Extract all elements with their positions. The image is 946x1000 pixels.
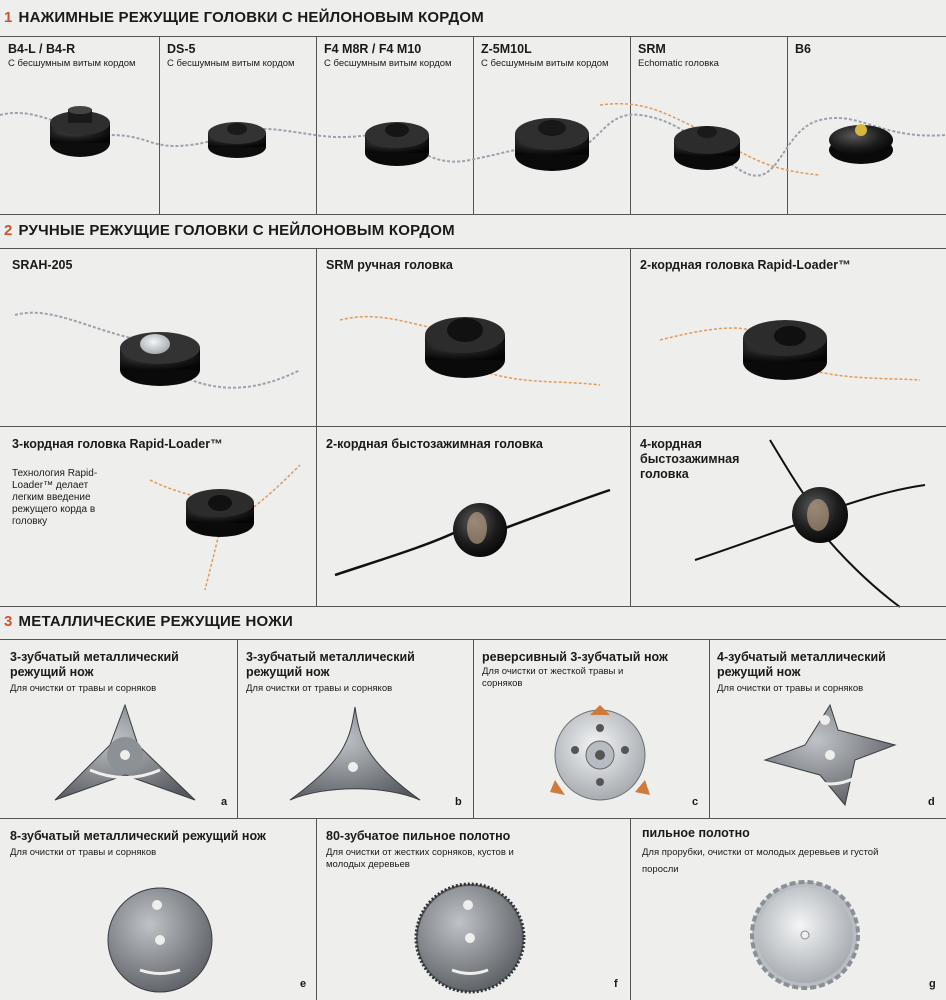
product-name: 3-зубчатый металлический режущий нож (246, 650, 415, 679)
section-number: 3 (4, 613, 13, 630)
divider (630, 248, 631, 606)
product-desc: Для очистки от травы и сорняков (10, 847, 157, 858)
product-desc: Технология Rapid-Loader™ делает легким введение режущего корда в головку (12, 468, 98, 527)
product-desc: Для очистки от травы и сорняков (717, 683, 864, 694)
product-desc: Для очистки от жестких сорняков, кустов и молодых деревьев (326, 847, 514, 870)
z5-head-image (512, 110, 592, 175)
product-desc: С бесшумным витым кордом (8, 58, 136, 69)
blade-letter: a (221, 796, 228, 808)
product-name: DS-5 (167, 42, 196, 56)
blade-letter: g (929, 978, 936, 990)
divider (473, 639, 474, 818)
blade-letter: f (614, 978, 618, 990)
blade-8-tooth-e-image (95, 885, 225, 995)
divider (316, 818, 317, 1000)
blade-letter: c (692, 796, 699, 808)
blade-letter: e (300, 978, 307, 990)
product-name: SRAH-205 (12, 258, 73, 272)
section-title: НАЖИМНЫЕ РЕЖУЩИЕ ГОЛОВКИ С НЕЙЛОНОВЫМ КОРДОМ (18, 9, 484, 26)
blade-letter: d (928, 796, 935, 808)
trimmer-line-illustration (0, 90, 946, 200)
ds5-head-image (205, 115, 270, 160)
section-number: 1 (4, 9, 13, 26)
divider (630, 818, 631, 1000)
product-name: пильное полотно (642, 826, 750, 840)
product-desc: Для очистки от травы и сорняков (10, 683, 157, 694)
product-desc: Для прорубки, очистки от молодых деревьев и густой поросли (642, 847, 879, 875)
product-desc: Для очистки от жесткой травы и сорняков (482, 666, 624, 689)
product-name: F4 M8R / F4 M10 (324, 42, 422, 56)
divider (0, 426, 946, 427)
divider (0, 248, 946, 249)
section-2-header (0, 215, 946, 247)
blade-80-tooth-f-image (410, 880, 530, 995)
blade-3-tooth-a-image (50, 700, 200, 810)
divider (0, 818, 946, 819)
product-name: 80-зубчатое пильное полотно (326, 829, 511, 843)
product-desc: С бесшумным витым кордом (324, 58, 452, 69)
srm-manual-head-image (330, 290, 620, 400)
srah205-head-image (10, 300, 310, 410)
rapid-loader-2-head-image (650, 300, 930, 400)
f4-head-image (362, 115, 432, 170)
section-3-header (0, 606, 946, 638)
blade-reversible-c-image (545, 700, 655, 805)
product-name: 2-кордная быстозажимная головка (326, 437, 543, 451)
b4-head-image (45, 105, 115, 160)
saw-blade-g-image (745, 880, 865, 990)
section-title: РУЧНЫЕ РЕЖУЩИЕ ГОЛОВКИ С НЕЙЛОНОВЫМ КОРДОМ (18, 222, 455, 239)
b6-head-image (826, 118, 896, 168)
product-name: B6 (795, 42, 811, 56)
blade-4-tooth-d-image (760, 700, 900, 810)
product-name: 8-зубчатый металлический режущий нож (10, 829, 266, 843)
product-desc: Echomatic головка (638, 58, 719, 69)
product-name: реверсивный 3-зубчатый нож (482, 650, 668, 664)
product-name: 3-зубчатый металлический режущий нож (10, 650, 179, 679)
product-name: 2-кордная головка Rapid-Loader™ (640, 258, 851, 272)
section-1-header (0, 2, 946, 34)
product-name: B4-L / B4-R (8, 42, 76, 56)
product-name: 3-кордная головка Rapid-Loader™ (12, 437, 223, 451)
product-desc: С бесшумным витым кордом (481, 58, 609, 69)
product-name: 4-кордная быстозажимная головка (640, 437, 740, 481)
quick-head-2-image (330, 480, 620, 590)
section-number: 2 (4, 222, 13, 239)
rapid-loader-3-head-image (140, 455, 310, 595)
srm-head-image (672, 120, 742, 175)
divider (709, 639, 710, 818)
section-title: МЕТАЛЛИЧЕСКИЕ РЕЖУЩИЕ НОЖИ (18, 613, 293, 630)
blade-letter: b (455, 796, 462, 808)
product-name: Z-5M10L (481, 42, 532, 56)
product-desc: С бесшумным витым кордом (167, 58, 295, 69)
product-name: 4-зубчатый металлический режущий нож (717, 650, 886, 679)
product-desc: Для очистки от травы и сорняков (246, 683, 393, 694)
blade-3-tooth-b-image (285, 705, 425, 805)
divider (316, 248, 317, 606)
product-name: SRM (638, 42, 666, 56)
product-name: SRM ручная головка (326, 258, 453, 272)
divider (237, 639, 238, 818)
quick-head-4-image (690, 435, 930, 610)
